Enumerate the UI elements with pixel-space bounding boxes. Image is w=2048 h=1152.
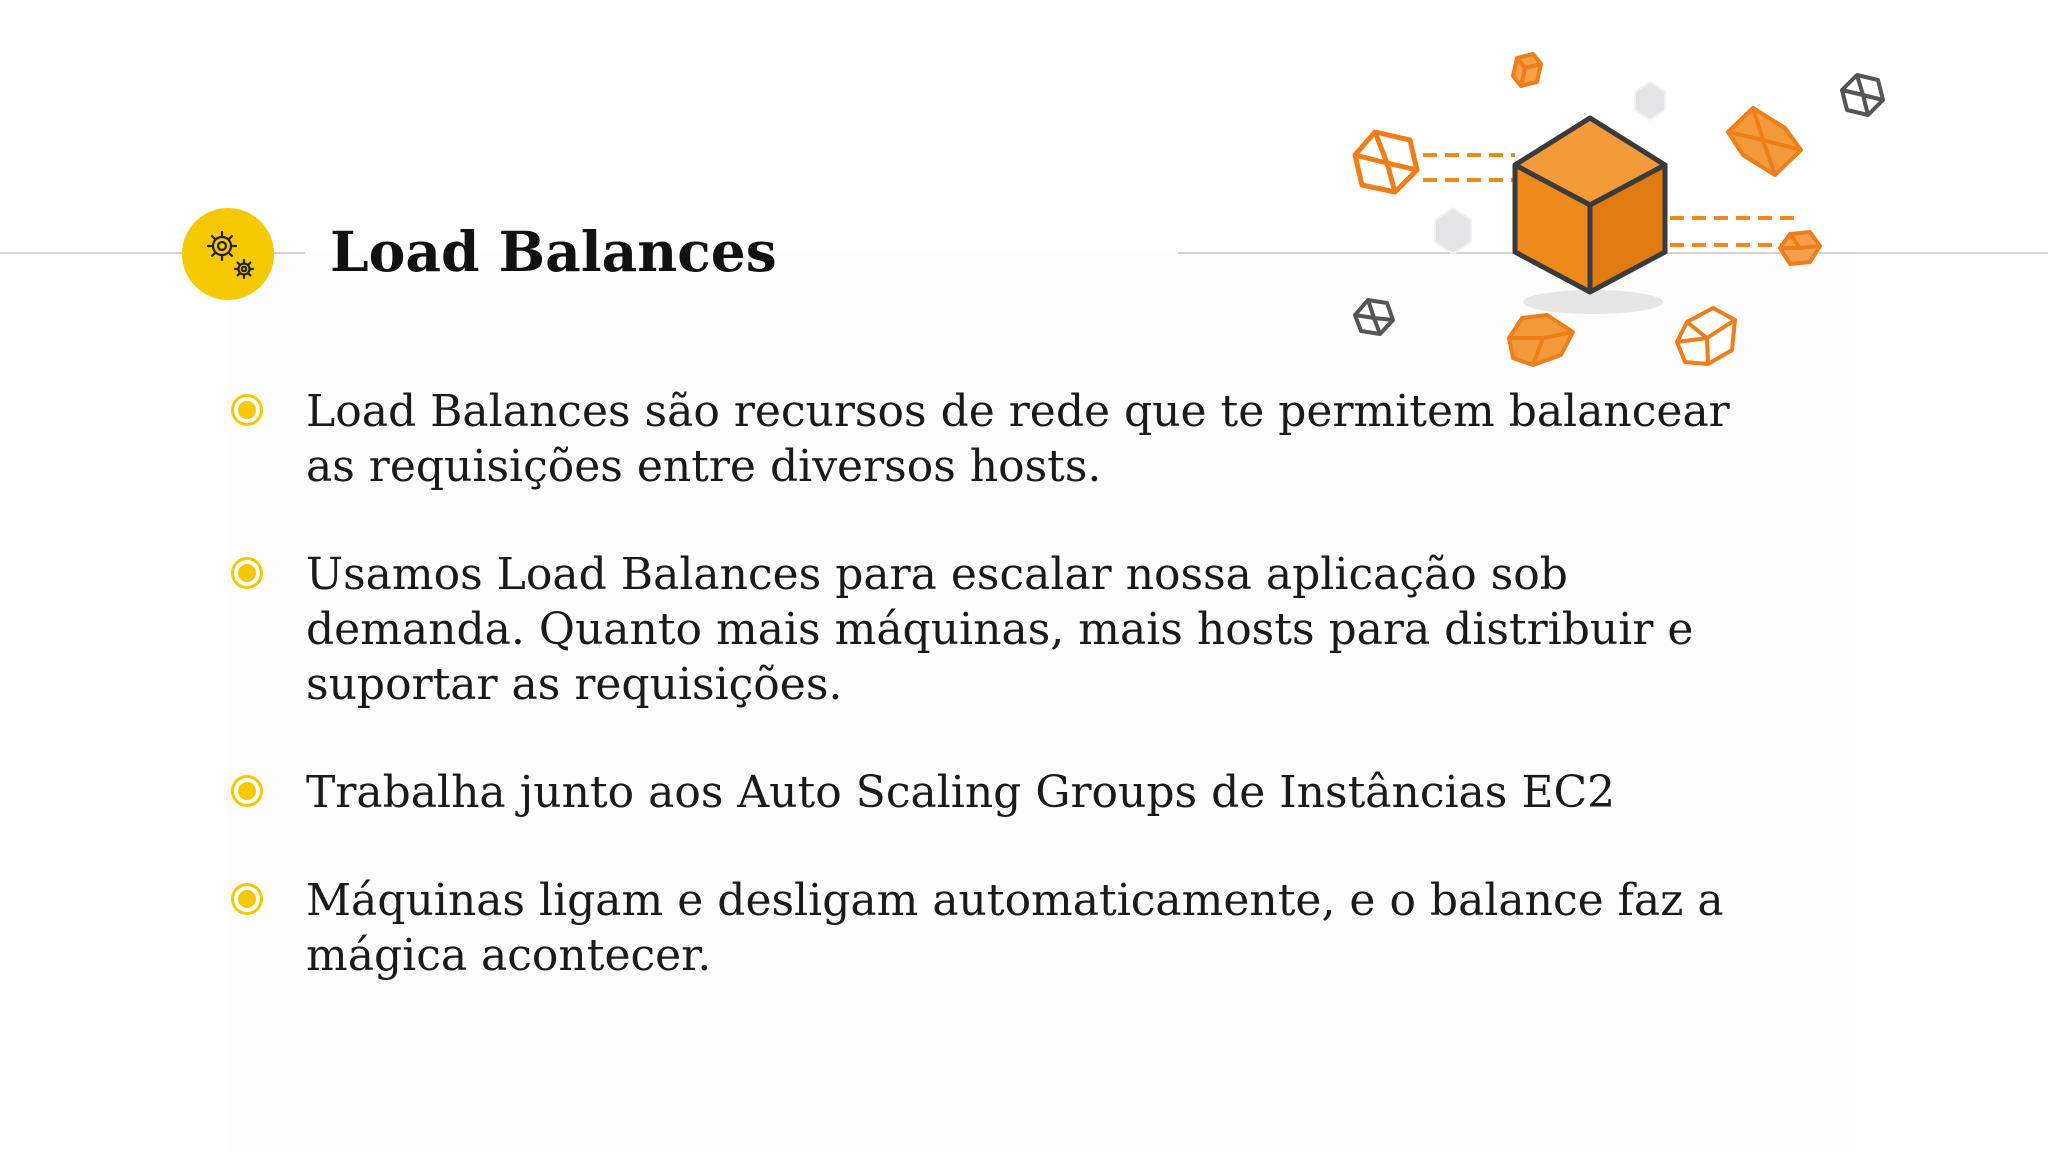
- cube-outline-bottom-icon: [1677, 308, 1735, 364]
- slide-title: Load Balances: [330, 219, 777, 284]
- bullet-icon: [238, 401, 256, 419]
- bullet-list: [230, 384, 1760, 1036]
- bullet-icon: [238, 890, 256, 908]
- load-balancer-illustration: [1335, 20, 1935, 390]
- bullet-icon: [238, 782, 256, 800]
- bullet-text: Máquinas ligam e desligam automaticamente, e o balance faz a mágica acontecer.: [306, 875, 1724, 981]
- cube-outline-icon: [1355, 132, 1417, 192]
- central-cube-icon: [1515, 118, 1665, 292]
- bullet-item: [230, 547, 1760, 712]
- cube-dark-small-icon: [1355, 300, 1393, 334]
- bullet-item: [230, 765, 1760, 820]
- bullet-text: Load Balances são recursos de rede que te permitem balancear as requisições entre diversos hosts.: [306, 386, 1730, 492]
- bullet-item: [230, 384, 1760, 494]
- cube-bottom-icon: [1509, 315, 1573, 365]
- bullet-item: [230, 873, 1760, 983]
- bullet-text: Usamos Load Balances para escalar nossa aplicação sob demanda. Quanto mais máquinas, mais hosts para distribuir e suportar as requisições.: [306, 549, 1694, 710]
- gears-icon: [182, 208, 274, 300]
- bullet-text: Trabalha junto aos Auto Scaling Groups de Instâncias EC2: [306, 767, 1616, 818]
- bullet-icon: [238, 564, 256, 582]
- cube-target-icon: [1780, 232, 1820, 264]
- cube-small-icon: [1513, 54, 1541, 86]
- cube-dark-icon: [1842, 75, 1883, 115]
- cube-right-icon: [1728, 108, 1801, 175]
